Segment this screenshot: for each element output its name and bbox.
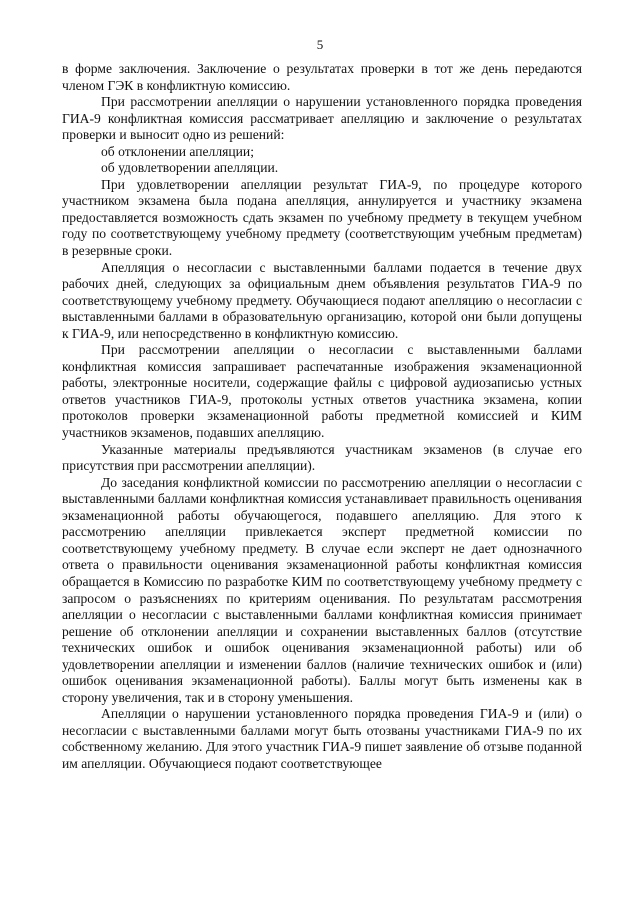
paragraph-materials-presented: Указанные материалы предъявляются участникам экзаменов (в случае его присутствия при рассмотрении апелляции). — [62, 441, 582, 474]
paragraph-satisfaction-result: При удовлетворении апелляции результат ГИА-9, по процедуре которого участником экзамена была подана апелляция, аннулируется и участнику экзамена предоставляется возможность сдать экзамен по учебному предмету в текущем учебном году по соответствующему учебному предмету (соответствующим учебным предметам) в резервные сроки. — [62, 176, 582, 259]
decision-option-reject: об отклонении апелляции; — [101, 143, 254, 159]
paragraph-requested-materials: При рассмотрении апелляции о несогласии с выставленными баллами конфликтная комиссия запрашивает распечатанные изображения экзаменационной работы, электронные носители, содержащие файлы с цифровой аудиозаписью устных ответов участников ГИА-9, протоколы устных ответов участника экзамена, копии протоколов проверки экзаменационной работы предметной комиссией и КИМ участников экзаменов, подавших апелляцию. — [62, 342, 582, 441]
page-number: 5 — [316, 37, 324, 52]
paragraph-appeal-withdrawal: Апелляции о нарушении установленного порядка проведения ГИА-9 и (или) о несогласии с выставленными баллами могут быть отозваны участниками ГИА-9 по их собственному желанию. Для этого участник ГИА-9 пишет заявление об отзыве поданной им апелляции. Обучающиеся подают соответствующее — [62, 706, 582, 771]
paragraph-continuation: в форме заключения. Заключение о результатах проверки в тот же день передаются членом ГЭК в конфликтную комиссию. — [62, 61, 582, 93]
paragraph-procedure-violation-review: При рассмотрении апелляции о нарушении установленного порядка проведения ГИА-9 конфликтная комиссия рассматривает апелляцию и заключение о результатах проверки и выносит одно из решений: — [62, 94, 582, 143]
paragraph-assessment-verification: До заседания конфликтной комиссии по рассмотрению апелляции о несогласии с выставленными баллами конфликтная комиссия устанавливает правильность оценивания экзаменационной работы обучающегося, подавшего апелляцию. Для этого к рассмотрению апелляции привлекается эксперт предметной комиссии по соответствующему учебному предмету. В случае если эксперт не дает однозначного ответа о правильности оценивания экзаменационной работы конфликтная комиссия обращается в Комиссию по разработке КИМ по соответствующему учебному предмету с запросом о разъяснениях по критериям оценивания. По результатам рассмотрения апелляции о несогласии с выставленными баллами конфликтная комиссия принимает решение об отклонении апелляции и сохранении выставленных баллов (отсутствие технических ошибок и ошибок оценивания экзаменационной работы) или об удовлетворении апелляции и изменении баллов (наличие технических ошибок и (или) ошибок оценивания экзаменационной работы). Баллы могут быть изменены как в сторону увеличения, так и в сторону уменьшения. — [62, 474, 582, 705]
decision-option-satisfy: об удовлетворении апелляции. — [101, 160, 279, 176]
paragraph-score-appeal-deadline: Апелляция о несогласии с выставленными баллами подается в течение двух рабочих дней, следующих за официальным днем объявления результатов ГИА-9 по соответствующему учебному предмету. Обучающиеся подают апелляцию о несогласии с выставленными баллами в образовательную организацию, которой они были допущены к ГИА-9, или непосредственно в конфликтную комиссию. — [62, 259, 582, 341]
document-body — [62, 61, 582, 773]
